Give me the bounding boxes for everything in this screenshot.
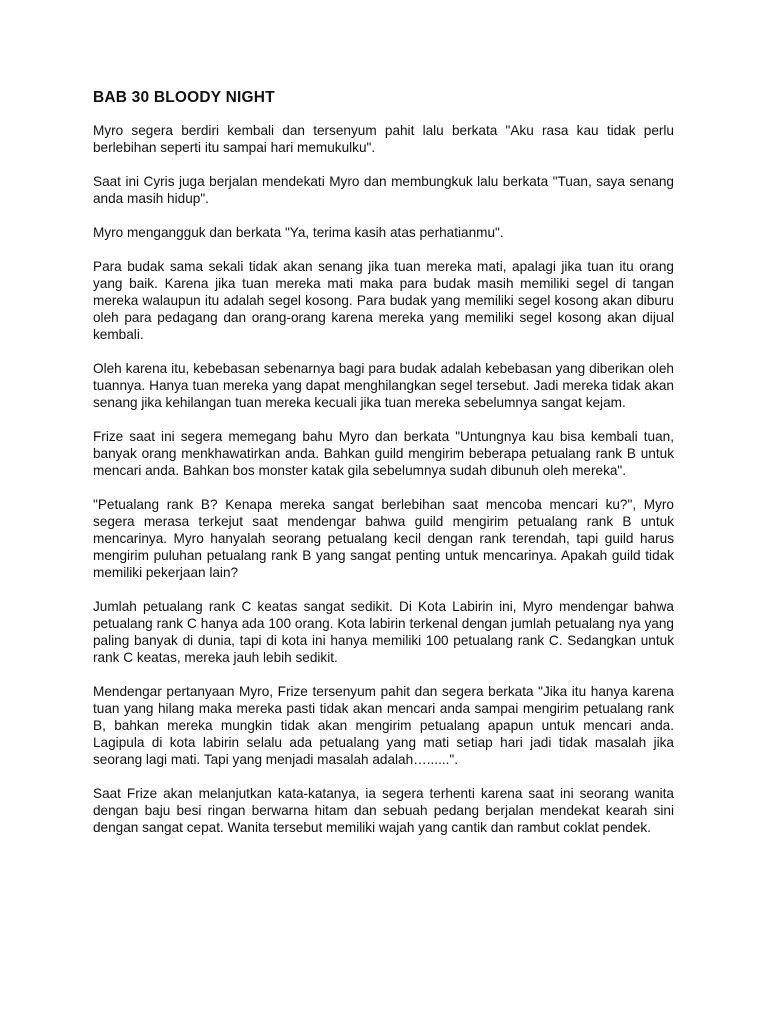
paragraph-2: Saat ini Cyris juga berjalan mendekati Myro dan membungkuk lalu berkata "Tuan, saya senang anda masih hidup".	[93, 174, 674, 206]
paragraph-3: Myro mengangguk dan berkata "Ya, terima kasih atas perhatianmu".	[93, 225, 504, 240]
document-body	[93, 89, 674, 853]
paragraph-10: Saat Frize akan melanjutkan kata-katanya, ia segera terhenti karena saat ini seorang wanita dengan baju besi ringan berwarna hitam dan sebuah pedang berjalan mendekat kearah sini dengan sangat cepat. Wanita tersebut memiliki wajah yang cantik dan rambut coklat pendek.	[93, 786, 674, 835]
paragraph-1: Myro segera berdiri kembali dan tersenyum pahit lalu berkata "Aku rasa kau tidak perlu berlebihan seperti itu sampai hari memukulku".	[93, 123, 674, 155]
paragraph-5: Oleh karena itu, kebebasan sebenarnya bagi para budak adalah kebebasan yang diberikan oleh tuannya. Hanya tuan mereka yang dapat menghilangkan segel tersebut. Jadi mereka tidak akan senang jika kehilangan tuan mereka kecuali jika tuan mereka sebelumnya sangat kejam.	[93, 361, 674, 410]
chapter-title: BAB 30 BLOODY NIGHT	[93, 89, 275, 106]
paragraph-7: "Petualang rank B? Kenapa mereka sangat berlebihan saat mencoba mencari ku?", Myro segera merasa terkejut saat mendengar bahwa guild mengirim petualang rank B untuk mencarinya. Myro hanyalah seorang petualang kecil dengan rank terendah, tapi guild harus mengirim puluhan petualang rank B yang sangat penting untuk mencarinya. Apakah guild tidak memiliki pekerjaan lain?	[93, 497, 674, 580]
paragraph-4: Para budak sama sekali tidak akan senang jika tuan mereka mati, apalagi jika tuan itu orang yang baik. Karena jika tuan mereka mati maka para budak masih memiliki segel di tangan mereka walaupun itu adalah segel kosong. Para budak yang memiliki segel kosong akan diburu oleh para pedagang dan orang-orang karena mereka yang memiliki segel kosong akan dijual kembali.	[93, 259, 674, 342]
paragraph-6: Frize saat ini segera memegang bahu Myro dan berkata "Untungnya kau bisa kembali tuan, banyak orang menkhawatirkan anda. Bahkan guild mengirim beberapa petualang rank B untuk mencari anda. Bahkan bos monster katak gila sebelumnya sudah dibunuh oleh mereka".	[93, 429, 674, 478]
paragraph-8: Jumlah petualang rank C keatas sangat sedikit. Di Kota Labirin ini, Myro mendengar bahwa petualang rank C hanya ada 100 orang. Kota labirin terkenal dengan jumlah petualang nya yang paling banyak di dunia, tapi di kota ini hanya memiliki 100 petualang rank C. Sedangkan untuk rank C keatas, mereka jauh lebih sedikit.	[93, 599, 674, 665]
paragraph-9: Mendengar pertanyaan Myro, Frize tersenyum pahit dan segera berkata "Jika itu hanya karena tuan yang hilang maka mereka pasti tidak akan mencari anda sampai mengirim petualang rank B, bahkan mereka mungkin tidak akan mengirim petualang apapun untuk mencari anda. Lagipula di kota labirin selalu ada petualang yang mati setiap hari jadi tidak masalah jika seorang lagi mati. Tapi yang menjadi masalah adalah…......".	[93, 684, 674, 767]
